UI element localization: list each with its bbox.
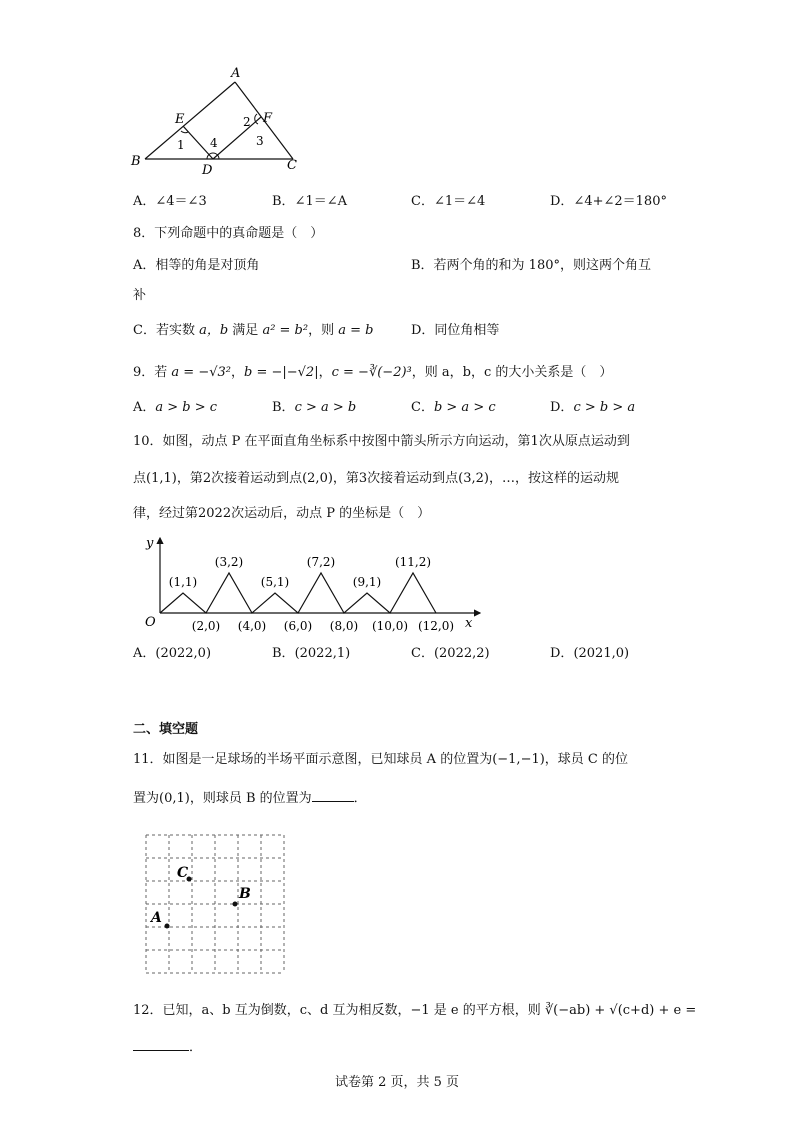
peak-label-5: (9,1) <box>352 575 382 589</box>
q7-option-a: A．∠4＝∠3 <box>133 194 207 209</box>
q8-option-a: A．相等的角是对顶角 <box>133 258 260 273</box>
q9-option-c: C．b > a > c <box>411 400 496 415</box>
q10-line-3: 律，经过第2022次运动后，动点 P 的坐标是（ ） <box>133 506 431 521</box>
q10-option-a: A．(2022,0) <box>133 646 212 661</box>
tick-label-6: (12,0) <box>417 619 455 633</box>
player-b-dot <box>233 902 238 907</box>
peak-label-2: (3,2) <box>214 555 244 569</box>
q10-line-1: 10．如图，动点 P 在平面直角坐标系中按图中箭头所示方向运动，第1次从原点运动到 <box>133 434 630 449</box>
q12-line-2: ． <box>133 1038 202 1056</box>
q11-line-2: 置为(0,1)，则球员 B 的位置为 ． <box>133 791 367 806</box>
tick-label-1: (2,0) <box>191 619 221 633</box>
player-b-label: B <box>239 886 251 902</box>
angle-2: 2 <box>243 115 251 129</box>
q12-line-1: 12．已知，a、b 互为倒数，c、d 互为相反数，−1 是 e 的平方根，则 ∛(−ab) + √(c+d) + e = <box>133 1003 697 1018</box>
angle-1: 1 <box>177 138 185 152</box>
angle-4: 4 <box>210 136 218 150</box>
football-field-grid <box>140 830 290 978</box>
q9-option-a: A．a > b > c <box>133 400 218 415</box>
peak-label-6: (11,2) <box>394 555 432 569</box>
peak-label-1: (1,1) <box>168 575 198 589</box>
tick-label-3: (6,0) <box>283 619 313 633</box>
q8-stem: 8．下列命题中的真命题是（ ） <box>133 226 324 241</box>
tick-label-2: (4,0) <box>237 619 267 633</box>
peak-label-4: (7,2) <box>306 555 336 569</box>
axis-x-label: x <box>465 616 473 631</box>
q9-stem: 9．若 a = −√3²，b = −|−√2|，c = −∛(−2)³，则 a，b，c 的大小关系是（ ） <box>133 365 613 380</box>
tick-label-5: (10,0) <box>371 619 409 633</box>
q9-option-d: D．c > b > a <box>550 400 636 415</box>
player-a-dot <box>165 924 170 929</box>
peak-label-3: (5,1) <box>260 575 290 589</box>
angle-3: 3 <box>256 134 264 148</box>
axis-y-label: y <box>146 536 154 551</box>
q9-option-b: B．c > a > b <box>272 400 357 415</box>
q8-option-b-cont: 补 <box>133 288 147 303</box>
player-a-label: A <box>151 910 162 926</box>
q8-option-d: D．同位角相等 <box>411 323 500 338</box>
q7-option-c: C．∠1＝∠4 <box>411 194 486 209</box>
q10-option-b: B．(2022,1) <box>272 646 351 661</box>
q12-answer-blank[interactable] <box>133 1038 189 1051</box>
q10-option-d: D．(2021,0) <box>550 646 630 661</box>
page-footer: 试卷第 2 页，共 5 页 <box>334 1075 460 1090</box>
player-c-label: C <box>177 865 189 881</box>
q8-option-c: C．若实数 a，b 满足 a² = b²，则 a = b <box>133 323 374 338</box>
label-F: F <box>263 111 273 126</box>
section-title-fill-in: 二、填空题 <box>133 722 199 737</box>
q7-option-b: B．∠1＝∠A <box>272 194 348 209</box>
q10-option-c: C．(2022,2) <box>411 646 490 661</box>
q8-option-b: B．若两个角的和为 180°，则这两个角互 <box>411 258 651 273</box>
tick-label-4: (8,0) <box>329 619 359 633</box>
label-A: A <box>231 66 241 81</box>
label-D: D <box>202 163 213 178</box>
q11-line-1: 11．如图是一足球场的半场平面示意图，已知球员 A 的位置为(−1,−1)，球员 C 的位 <box>133 752 629 767</box>
origin-label: O <box>145 615 156 630</box>
q7-option-d: D．∠4+∠2＝180° <box>550 194 667 209</box>
q11-answer-blank[interactable] <box>312 789 354 802</box>
label-B: B <box>131 154 141 169</box>
zigzag-coordinate-graph <box>140 532 485 637</box>
label-E: E <box>175 112 185 127</box>
triangle-figure <box>125 62 305 182</box>
q10-line-2: 点(1,1)，第2次接着运动到点(2,0)，第3次接着运动到点(3,2)，…，按这样的运动规 <box>133 471 619 486</box>
zigzag-path <box>160 573 436 613</box>
label-C: C <box>287 158 297 173</box>
